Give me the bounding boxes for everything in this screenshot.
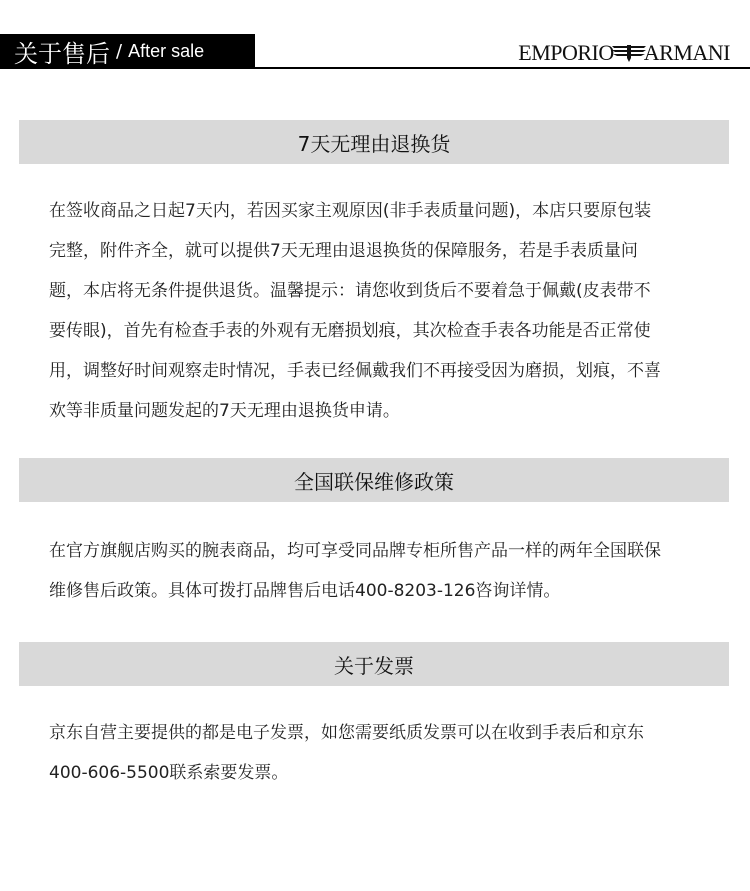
page-title-separator: / [116, 41, 123, 62]
text-line: 用，调整好时间观察走时情况，手表已经佩戴我们不再接受因为磨损，划痕，不喜 [49, 361, 661, 381]
text-line: 要传眼)，首先有检查手表的外观有无磨损划痕，其次检查手表各功能是否正常使 [49, 321, 651, 341]
text-line: 完整，附件齐全，就可以提供7天无理由退退换货的保障服务，若是手表质量问 [49, 241, 638, 261]
text-line: 京东自营主要提供的都是电子发票，如您需要纸质发票可以在收到手表后和京东 [49, 723, 644, 743]
section-title-return-policy: 7天无理由退换货 [19, 120, 729, 164]
section-title-warranty-policy: 全国联保维修政策 [19, 458, 729, 502]
text-line: 在官方旗舰店购买的腕表商品，均可享受同品牌专柜所售产品一样的两年全国联保 [49, 541, 661, 561]
page-title-en: After sale [128, 41, 205, 61]
section-body-invoice [49, 713, 705, 793]
brand-logo [518, 40, 730, 66]
text-line: 欢等非质量问题发起的7天无理由退换货申请。 [49, 401, 400, 421]
section-body-warranty-policy [49, 531, 705, 611]
header-divider [255, 67, 750, 69]
header [0, 0, 750, 70]
text-line: 题，本店将无条件提供退货。温馨提示：请您收到货后不要着急于佩戴(皮表带不 [49, 281, 651, 301]
section-title-invoice: 关于发票 [19, 642, 729, 686]
page-title-zh: 关于售后 [14, 40, 110, 68]
brand-name-left: EMPORIO [518, 40, 614, 65]
eagle-logo-icon [612, 43, 646, 63]
text-line: 400-606-5500联系索要发票。 [49, 763, 289, 783]
text-line: 维修售后政策。具体可拨打品牌售后电话400-8203-126咨询详情。 [49, 581, 561, 601]
text-line: 在签收商品之日起7天内，若因买家主观原因(非手表质量问题)，本店只要原包装 [49, 201, 652, 221]
section-body-return-policy [49, 191, 705, 431]
page-title [0, 34, 255, 69]
brand-name-right: ARMANI [643, 40, 730, 65]
